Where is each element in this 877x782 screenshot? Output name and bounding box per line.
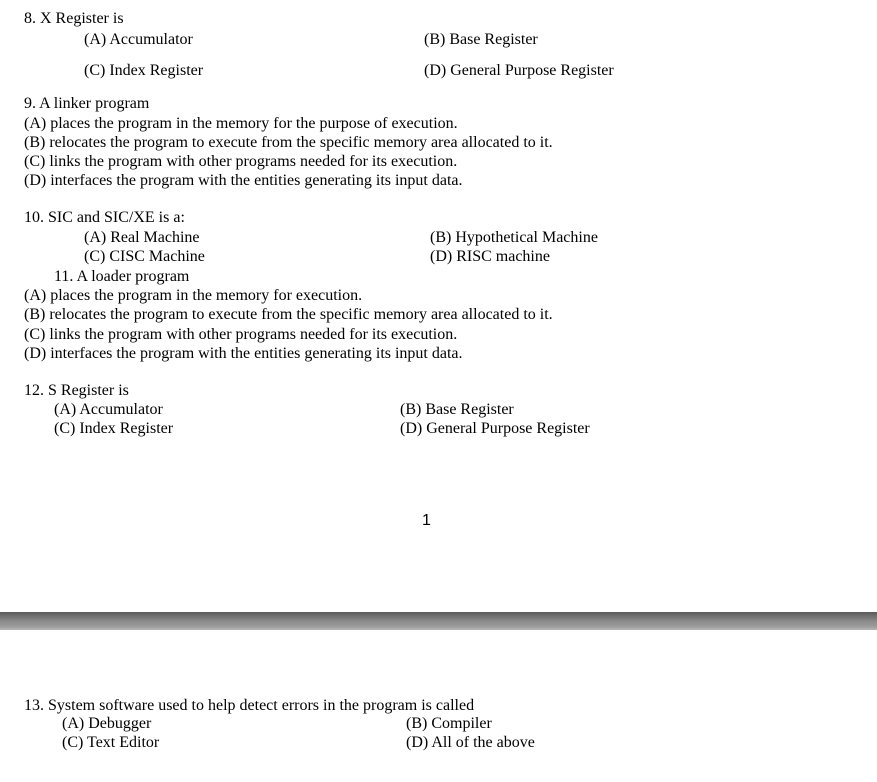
option-d: (D) interfaces the program with the entities generating its input data.	[24, 172, 463, 189]
option-a: (A) Real Machine	[84, 229, 200, 246]
option-a: (A) places the program in the memory for execution.	[24, 287, 363, 304]
option-c: (C) Index Register	[54, 420, 174, 437]
option-b: (B) Hypothetical Machine	[430, 229, 598, 246]
question-stem: 12. S Register is	[24, 382, 129, 399]
option-a: (A) Debugger	[62, 715, 152, 732]
option-c: (C) Index Register	[84, 62, 204, 79]
option-b: (B) Base Register	[400, 401, 514, 418]
option-a: (A) Accumulator	[84, 31, 193, 48]
option-b: (B) Base Register	[424, 31, 538, 48]
question-stem: 8. X Register is	[24, 10, 124, 27]
option-d: (D) All of the above	[406, 734, 535, 751]
option-d: (D) interfaces the program with the entities generating its input data.	[24, 345, 463, 362]
option-d: (D) General Purpose Register	[424, 62, 614, 79]
option-c: (C) CISC Machine	[84, 248, 205, 265]
document-page-2	[0, 630, 877, 782]
question-stem: 9. A linker program	[24, 95, 150, 112]
page-separator	[0, 612, 877, 630]
option-c: (C) links the program with other programs needed for its execution.	[24, 153, 458, 170]
option-b: (B) relocates the program to execute from the specific memory area allocated to it.	[24, 306, 553, 323]
page-number: 1	[422, 512, 431, 529]
option-c: (C) links the program with other programs needed for its execution.	[24, 326, 458, 343]
option-c: (C) Text Editor	[62, 734, 160, 751]
option-d: (D) RISC machine	[430, 248, 550, 265]
question-stem: 10. SIC and SIC/XE is a:	[24, 209, 185, 226]
option-b: (B) relocates the program to execute from the specific memory area allocated to it.	[24, 134, 553, 151]
question-stem: 11. A loader program	[54, 268, 190, 285]
question-stem: 13. System software used to help detect errors in the program is called	[24, 697, 475, 714]
option-a: (A) places the program in the memory for the purpose of execution.	[24, 115, 458, 132]
option-b: (B) Compiler	[406, 715, 492, 732]
option-a: (A) Accumulator	[54, 401, 163, 418]
option-d: (D) General Purpose Register	[400, 420, 590, 437]
